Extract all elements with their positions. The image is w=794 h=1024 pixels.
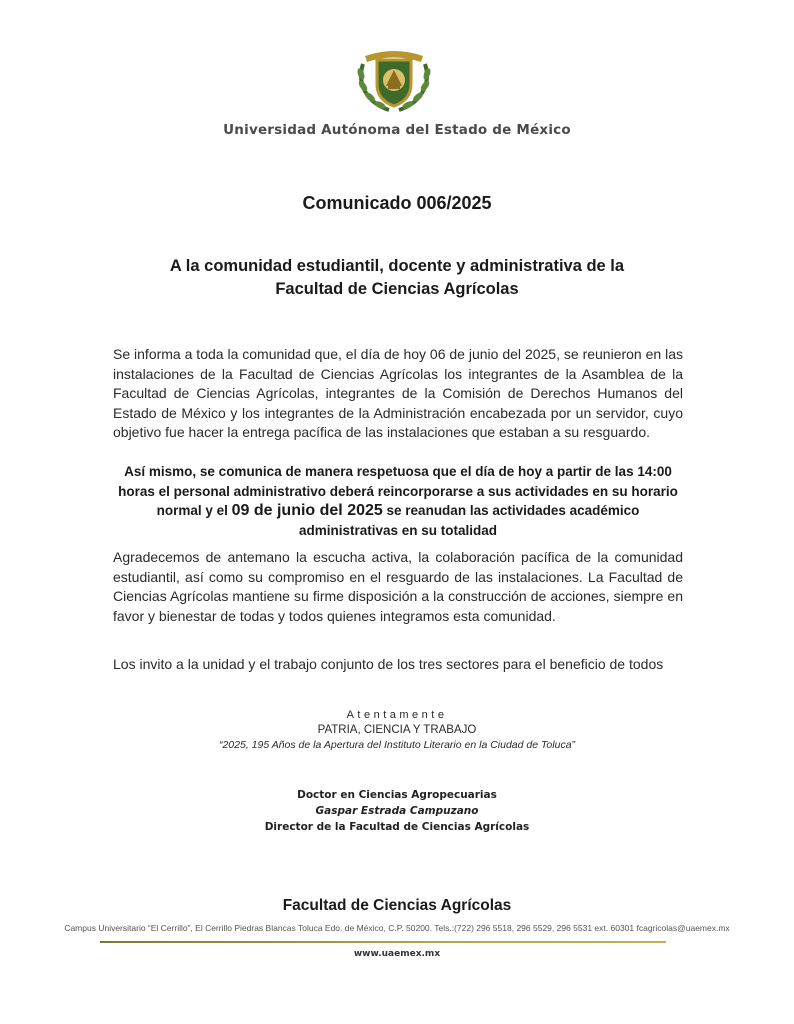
paragraph-invitation: Los invito a la unidad y el trabajo conjunto de los tres sectores para el beneficio de todos <box>113 656 664 672</box>
addressee <box>120 255 674 301</box>
paragraph-resumption <box>108 462 688 540</box>
addressee-line-2: Facultad de Ciencias Agrícolas <box>275 280 519 298</box>
communique-title: Comunicado 006/2025 <box>302 193 492 213</box>
footer-faculty: Facultad de Ciencias Agrícolas <box>282 897 512 914</box>
footer-address: Campus Universitario “El Cerrillo”, El Cerrillo Piedras Blancas Toluca Edo. de México, C.P. 50200. Tels.:(722) 296 5518, 296 5529, 296 5531 ext. 60301 fcagricolas@uaemex.mx <box>64 923 730 933</box>
closing-block <box>0 708 794 753</box>
footer-divider <box>100 941 666 943</box>
paragraph-thanks: Agradecemos de antemano la escucha activa, la colaboración pacífica de la comunidad estudiantil, así como su compromiso en el resguardo de las instalaciones. La Facultad de Ciencias Agrícolas mantiene su firme disposición a la construcción de acciones, siempre en favor y bienestar de todas y todos quienes integramos esta comunidad. <box>113 549 683 624</box>
university-seal-icon <box>355 44 433 116</box>
signature-role: Director de la Facultad de Ciencias Agrícolas <box>264 821 530 833</box>
resumption-text-1: Así mismo, se comunica de manera respetuosa que el día de hoy a partir de las 14:00 horas el personal administrativo deberá reincorporarse a sus actividades en su horario normal y el <box>118 464 678 518</box>
signature-name: Gaspar Estrada Campuzano <box>315 805 479 817</box>
paragraph-meeting: Se informa a toda la comunidad que, el día de hoy 06 de junio del 2025, se reunieron en las instalaciones de la Facultad de Ciencias Agrícolas los integrantes de la Asamblea de la Facultad de Ciencias Agrícolas, integrantes de la Comisión de Derechos Humanos del Estado de México y los integrantes de la Administración encabezada por un servidor, cuyo objetivo fue hacer la entrega pacífica de las instalaciones que estaban a su resguardo. <box>113 346 683 440</box>
addressee-line-1: A la comunidad estudiantil, docente y administrativa de la <box>169 257 625 275</box>
signature-degree: Doctor en Ciencias Agropecuarias <box>297 789 497 801</box>
footer-website: www.uaemex.mx <box>353 949 441 959</box>
resumption-date: 09 de junio del 2025 <box>231 502 383 519</box>
closing-motto: PATRIA, CIENCIA Y TRABAJO <box>317 724 477 736</box>
closing-quote: “2025, 195 Años de la Apertura del Instituto Literario en la Ciudad de Toluca” <box>218 739 576 751</box>
resumption-text-2: se reanudan las actividades académico administrativas en su totalidad <box>298 503 640 538</box>
university-name: Universidad Autónoma del Estado de México <box>223 122 571 138</box>
closing-atentamente: Atentamente <box>346 709 448 721</box>
signature-block <box>0 787 794 835</box>
